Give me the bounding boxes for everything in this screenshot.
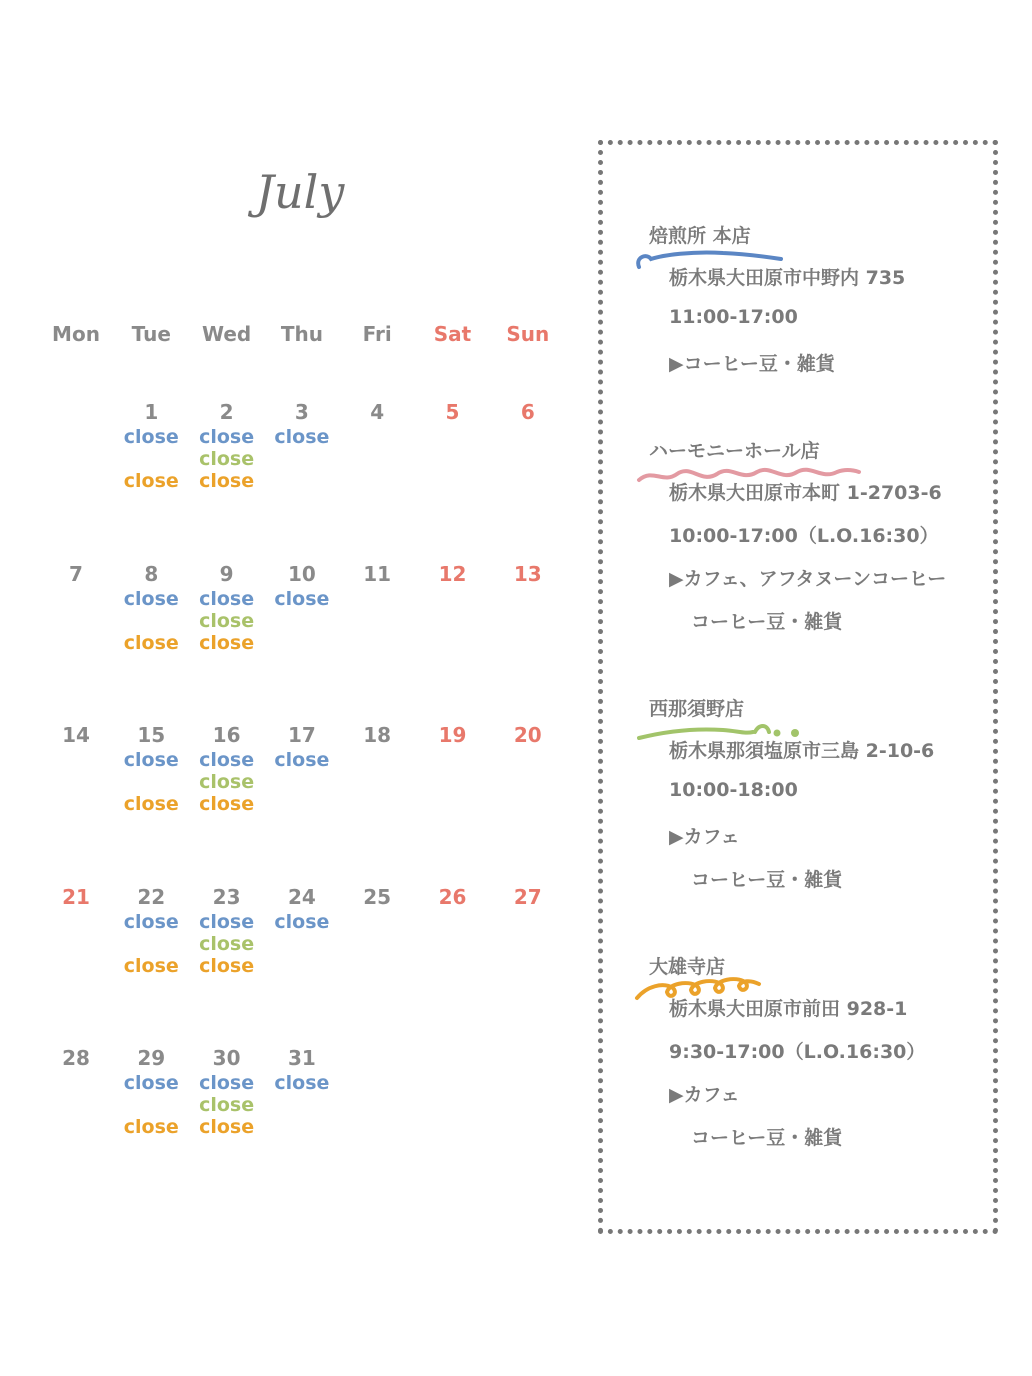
- day-number: 2: [219, 400, 234, 424]
- month-title: July: [255, 165, 345, 219]
- calendar-day-11: [339, 560, 415, 588]
- close-tag-orange: close: [199, 955, 255, 977]
- day-number: 9: [219, 562, 234, 586]
- calendar-day-20: [490, 721, 566, 749]
- day-number: 20: [513, 723, 542, 747]
- store-address: 栃木県大田原市本町 1-2703-6: [669, 482, 942, 504]
- calendar-day-19: [415, 721, 491, 749]
- weekday-sat: Sat: [433, 322, 472, 346]
- calendar-day-25: [339, 883, 415, 911]
- close-tag-orange: close: [123, 632, 179, 654]
- calendar-day-26: [415, 883, 491, 911]
- store-name: 焙煎所 本店: [649, 225, 751, 247]
- close-tag-blue: close: [274, 749, 330, 771]
- calendar-day-16: [189, 721, 265, 815]
- day-number: 16: [212, 723, 241, 747]
- calendar-day-7: [38, 560, 114, 588]
- day-number: 15: [137, 723, 166, 747]
- store-services: ▶コーヒー豆・雑貨: [669, 353, 835, 375]
- store-services: ▶カフェ: [669, 826, 740, 848]
- calendar-day-29: [113, 1044, 189, 1138]
- weekday-thu: Thu: [280, 322, 323, 346]
- store-address: 栃木県大田原市前田 928-1: [669, 998, 908, 1020]
- close-tag-blue: close: [199, 749, 255, 771]
- close-tag-blue: close: [274, 1072, 330, 1094]
- day-number: 25: [363, 885, 392, 909]
- calendar-day-3: [264, 398, 340, 448]
- close-tag-orange: close: [199, 632, 255, 654]
- close-tag-green: close: [199, 448, 255, 470]
- weekday-fri: Fri: [362, 322, 392, 346]
- calendar-day-30: [189, 1044, 265, 1138]
- close-tag-blue: close: [199, 1072, 255, 1094]
- day-number: 5: [445, 400, 460, 424]
- close-tag-green: close: [199, 933, 255, 955]
- store-address: 栃木県那須塩原市三島 2-10-6: [669, 740, 935, 762]
- store-hours: 10:00-17:00（L.O.16:30）: [669, 525, 939, 547]
- close-tag-blue: close: [123, 426, 179, 448]
- store-name: ハーモニーホール店: [649, 440, 820, 462]
- close-tag-blue: close: [123, 588, 179, 610]
- calendar-day-22: [113, 883, 189, 977]
- close-tag-blue: close: [123, 911, 179, 933]
- day-number: 8: [144, 562, 159, 586]
- calendar-day-6: [490, 398, 566, 426]
- day-number: 31: [287, 1046, 316, 1070]
- calendar-day-15: [113, 721, 189, 815]
- close-tag-blue: close: [199, 426, 255, 448]
- day-number: 24: [287, 885, 316, 909]
- close-tag-orange: close: [123, 470, 179, 492]
- store-hours: 11:00-17:00: [669, 306, 798, 328]
- calendar-day-4: [339, 398, 415, 426]
- close-tag-orange: close: [199, 1116, 255, 1138]
- day-number: 10: [287, 562, 316, 586]
- store-name: 大雄寺店: [649, 956, 726, 978]
- day-number: 14: [62, 723, 90, 747]
- close-tag-blue: close: [274, 588, 330, 610]
- store-info-box: [598, 140, 998, 1234]
- day-number: 17: [287, 723, 316, 747]
- day-number: 3: [294, 400, 309, 424]
- calendar-day-8: [113, 560, 189, 654]
- store-hours: 10:00-18:00: [669, 779, 798, 801]
- close-tag-blue: close: [199, 588, 255, 610]
- close-tag-orange: close: [199, 793, 255, 815]
- day-number: 19: [438, 723, 467, 747]
- day-number: 23: [212, 885, 241, 909]
- weekday-wed: Wed: [201, 322, 252, 346]
- day-number: 18: [363, 723, 392, 747]
- close-tag-orange: close: [123, 1116, 179, 1138]
- day-number: 30: [212, 1046, 241, 1070]
- day-number: 22: [137, 885, 166, 909]
- calendar-day-31: [264, 1044, 340, 1094]
- close-tag-orange: close: [123, 955, 179, 977]
- weekday-mon: Mon: [52, 322, 100, 346]
- close-tag-orange: close: [199, 470, 255, 492]
- day-number: 26: [438, 885, 467, 909]
- day-number: 13: [513, 562, 542, 586]
- close-tag-blue: close: [123, 749, 179, 771]
- close-tag-green: close: [199, 1094, 255, 1116]
- close-tag-green: close: [199, 771, 255, 793]
- calendar-day-23: [189, 883, 265, 977]
- calendar-day-10: [264, 560, 340, 610]
- calendar-day-28: [38, 1044, 114, 1072]
- calendar-day-9: [189, 560, 265, 654]
- weekday-sun: Sun: [506, 322, 550, 346]
- calendar-day-21: [38, 883, 114, 911]
- calendar-day-12: [415, 560, 491, 588]
- store-hours: 9:30-17:00（L.O.16:30）: [669, 1041, 926, 1063]
- close-tag-blue: close: [274, 426, 330, 448]
- calendar-day-14: [38, 721, 114, 749]
- close-tag-blue: close: [274, 911, 330, 933]
- close-tag-blue: close: [123, 1072, 179, 1094]
- calendar-day-13: [490, 560, 566, 588]
- store-address: 栃木県大田原市中野内 735: [669, 267, 906, 289]
- day-number: 1: [144, 400, 159, 424]
- calendar-day-1: [113, 398, 189, 492]
- close-tag-orange: close: [123, 793, 179, 815]
- store-services: ▶カフェ、アフタヌーンコーヒー: [669, 568, 947, 590]
- store-services-extra: コーヒー豆・雑貨: [691, 869, 843, 891]
- day-number: 11: [363, 562, 392, 586]
- day-number: 4: [370, 400, 385, 424]
- store-services-extra: コーヒー豆・雑貨: [691, 1127, 843, 1149]
- calendar-day-17: [264, 721, 340, 771]
- close-tag-green: close: [199, 610, 255, 632]
- day-number: 27: [513, 885, 542, 909]
- calendar-day-24: [264, 883, 340, 933]
- day-number: 28: [62, 1046, 90, 1070]
- calendar-day-5: [415, 398, 491, 426]
- store-name: 西那須野店: [649, 698, 745, 720]
- calendar-day-2: [189, 398, 265, 492]
- close-tag-blue: close: [199, 911, 255, 933]
- day-number: 29: [137, 1046, 166, 1070]
- store-services: ▶カフェ: [669, 1084, 740, 1106]
- day-number: 12: [438, 562, 467, 586]
- day-number: 6: [520, 400, 535, 424]
- day-number: 7: [69, 562, 83, 586]
- store-services-extra: コーヒー豆・雑貨: [691, 611, 843, 633]
- weekday-header-row: [38, 322, 564, 352]
- calendar-day-27: [490, 883, 566, 911]
- calendar-day-18: [339, 721, 415, 749]
- day-number: 21: [62, 885, 90, 909]
- weekday-tue: Tue: [131, 322, 171, 346]
